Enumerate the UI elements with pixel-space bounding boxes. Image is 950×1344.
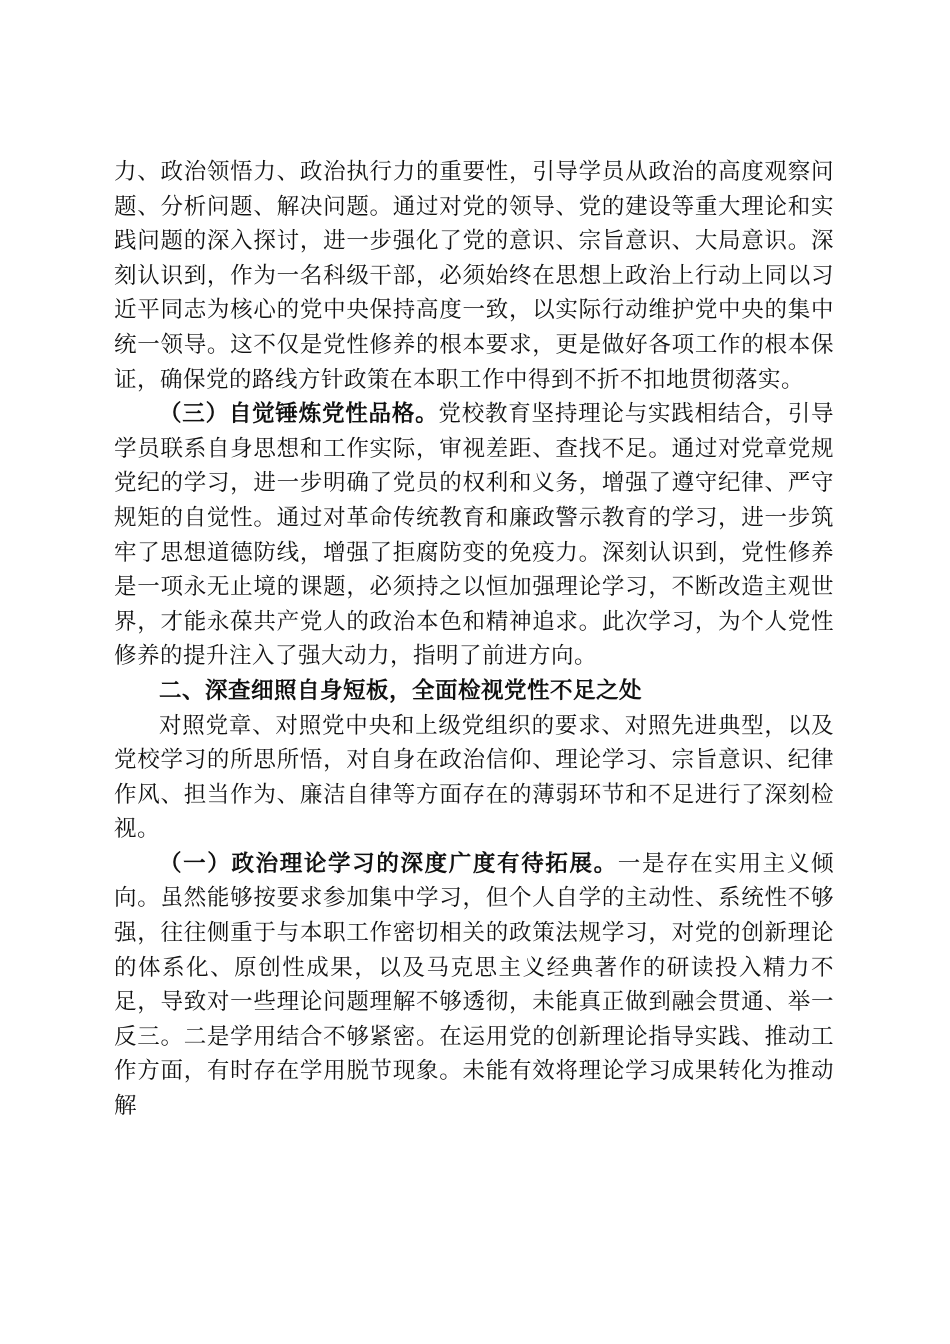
paragraph-text: 力、政治领悟力、政治执行力的重要性，引导学员从政治的高度观察问题、分析问题、解决问题。通过对党的领导、党的建设等重大理论和实践问题的深入探讨，进一步强化了党的意识、宗旨意识、大局意识。深刻认识到，作为一名科级干部，必须始终在思想上政治上行动上同以习近平同志为核心的党中央保持高度一致，以实际行动维护党中央的集中统一领导。这不仅是党性修养的根本要求，更是做好各项工作的根本保证，确保党的路线方针政策在本职工作中得到不折不扣地贯彻落实。 — [114, 159, 834, 393]
paragraph-continued — [114, 155, 834, 397]
paragraph-intro — [114, 709, 834, 847]
paragraph-subsection-one — [114, 847, 834, 1124]
paragraph-section-three — [114, 397, 834, 674]
document-body — [114, 155, 834, 1124]
paragraph-lead-heading: （三）自觉锤炼党性品格。 — [159, 401, 439, 428]
paragraph-text: 党校教育坚持理论与实践相结合，引导学员联系自身思想和工作实际，审视差距、查找不足。通过对党章党规党纪的学习，进一步明确了党员的权利和义务，增强了遵守纪律、严守规矩的自觉性。通过对革命传统教育和廉政警示教育的学习，进一步筑牢了思想道德防线，增强了拒腐防变的免疫力。深刻认识到，党性修养是一项永无止境的课题，必须持之以恒加强理论学习，不断改造主观世界，才能永葆共产党人的政治本色和精神追求。此次学习，为个人党性修养的提升注入了强大动力，指明了前进方向。 — [114, 401, 834, 670]
paragraph-lead-heading: （一）政治理论学习的深度广度有待拓展。 — [159, 850, 618, 877]
section-heading: 二、深查细照自身短板，全面检视党性不足之处 — [159, 677, 643, 704]
paragraph-text: 对照党章、对照党中央和上级党组织的要求、对照先进典型，以及党校学习的所思所悟，对自身在政治信仰、理论学习、宗旨意识、纪律作风、担当作为、廉洁自律等方面存在的薄弱环节和不足进行了深刻检视。 — [114, 712, 834, 843]
paragraph-text: 一是存在实用主义倾向。虽然能够按要求参加集中学习，但个人自学的主动性、系统性不够强，往往侧重于与本职工作密切相关的政策法规学习，对党的创新理论的体系化、原创性成果，以及马克思主义经典著作的研读投入精力不足，导致对一些理论问题理解不够透彻，未能真正做到融会贯通、举一反三。二是学用结合不够紧密。在运用党的创新理论指导实践、推动工作方面，有时存在学用脱节现象。未能有效将理论学习成果转化为推动解 — [114, 850, 834, 1120]
